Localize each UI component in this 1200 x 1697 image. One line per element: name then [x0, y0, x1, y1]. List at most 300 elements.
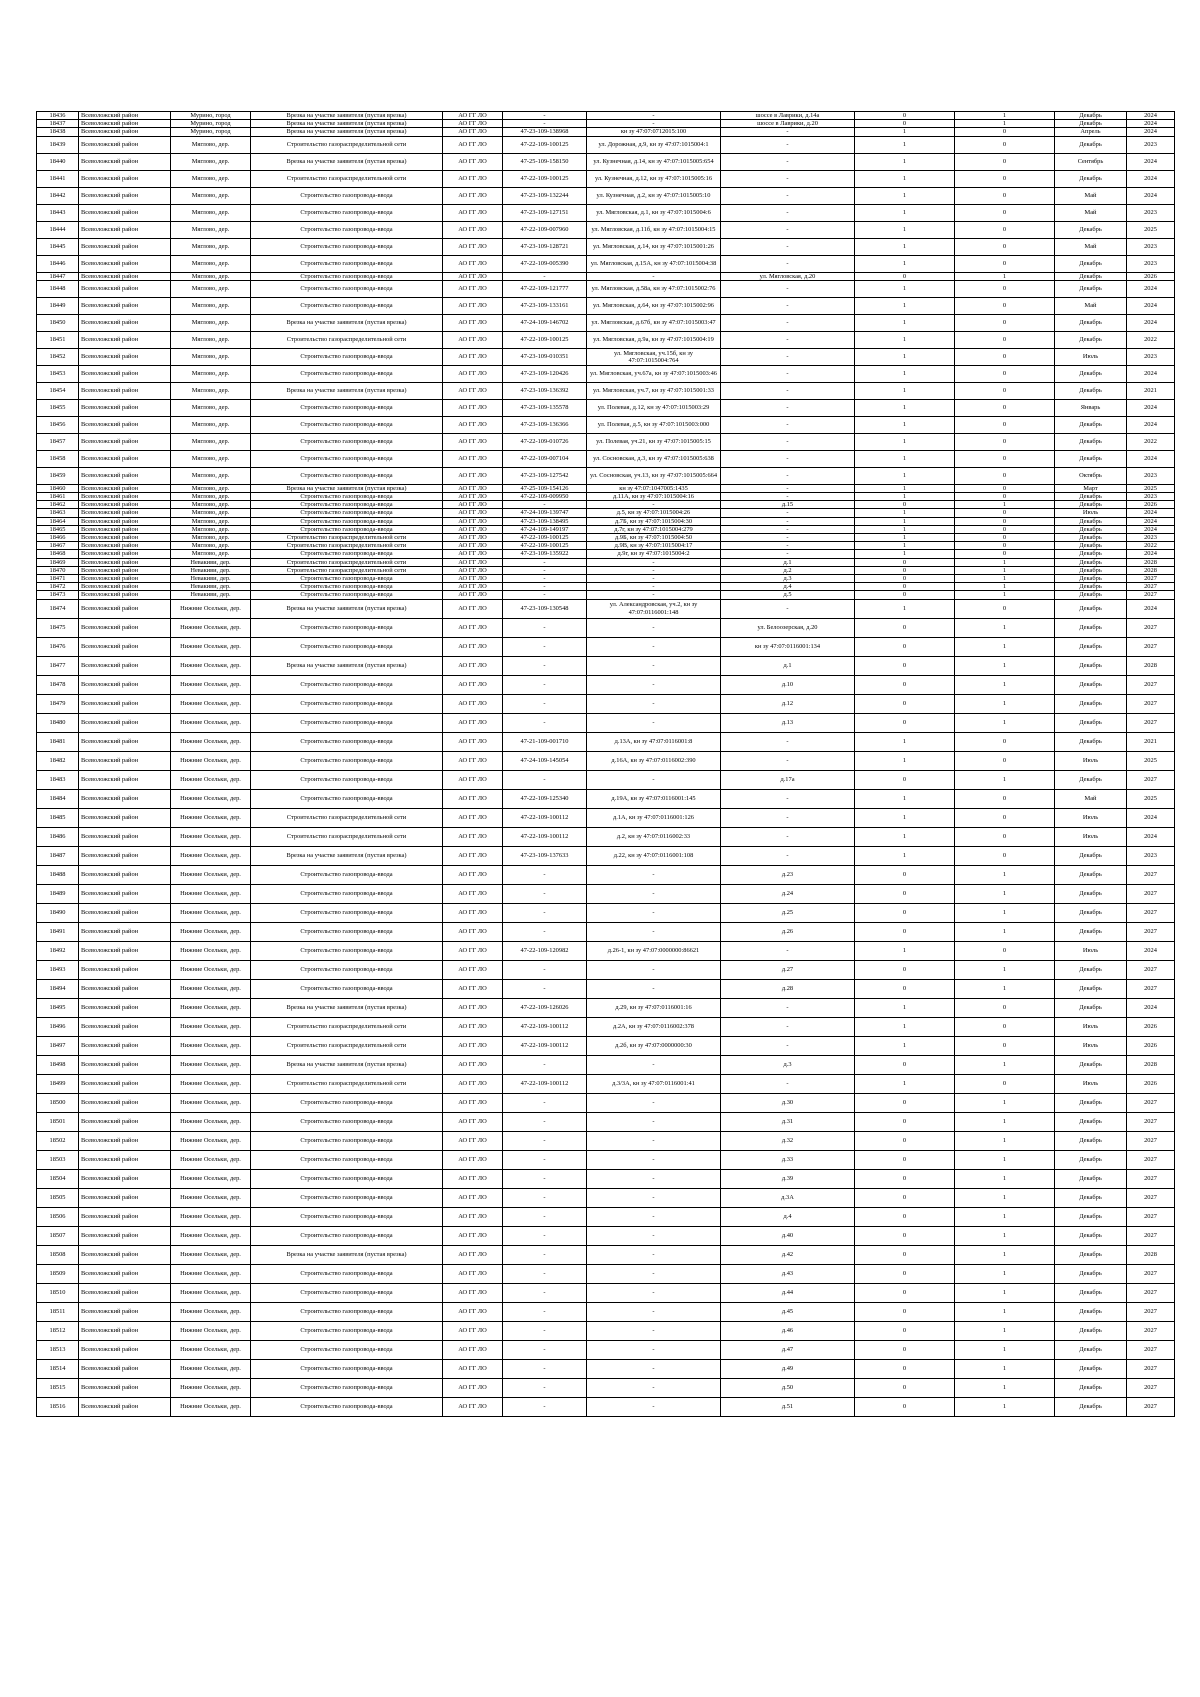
- settlement-cell: Мяглово, дер.: [171, 153, 251, 170]
- year-cell: 2027: [1127, 922, 1175, 941]
- contract-number-cell: -: [503, 1264, 587, 1283]
- district-cell: Всеволожский район: [79, 416, 171, 433]
- settlement-cell: Нижние Осельки, дер.: [171, 618, 251, 637]
- contract-number-cell: 47-24-109-146702: [503, 314, 587, 331]
- district-cell: Всеволожский район: [79, 493, 171, 501]
- organization-cell: АО ГГ ЛО: [443, 694, 503, 713]
- district-cell: Всеволожский район: [79, 941, 171, 960]
- organization-cell: АО ГГ ЛО: [443, 922, 503, 941]
- flag-a-cell: 1: [855, 789, 955, 808]
- settlement-cell: Мяглово, дер.: [171, 450, 251, 467]
- year-cell: 2027: [1127, 575, 1175, 583]
- district-cell: Всеволожский район: [79, 1188, 171, 1207]
- address-cell: -: [721, 542, 855, 550]
- district-cell: Всеволожский район: [79, 591, 171, 599]
- contract-number-cell: 47-22-109-100112: [503, 827, 587, 846]
- flag-a-cell: 1: [855, 525, 955, 533]
- year-cell: 2027: [1127, 1321, 1175, 1340]
- cadastral-address-cell: д.3/3А, кн зу 47:07:0116001:41: [587, 1074, 721, 1093]
- year-cell: 2027: [1127, 1093, 1175, 1112]
- flag-a-cell: 1: [855, 221, 955, 238]
- year-cell: 2027: [1127, 1397, 1175, 1416]
- settlement-cell: Мяглово, дер.: [171, 365, 251, 382]
- contract-number-cell: -: [503, 1378, 587, 1397]
- district-cell: Всеволожский район: [79, 484, 171, 492]
- work-type-cell: Строительство газопровода-ввода: [251, 1264, 443, 1283]
- flag-a-cell: 0: [855, 1359, 955, 1378]
- settlement-cell: Мяглово, дер.: [171, 187, 251, 204]
- flag-a-cell: 1: [855, 1074, 955, 1093]
- settlement-cell: Мяглово, дер.: [171, 542, 251, 550]
- year-cell: 2024: [1127, 827, 1175, 846]
- flag-b-cell: 1: [955, 922, 1055, 941]
- address-cell: д.30: [721, 1093, 855, 1112]
- month-cell: Декабрь: [1055, 255, 1127, 272]
- organization-cell: АО ГГ ЛО: [443, 1283, 503, 1302]
- flag-a-cell: 0: [855, 618, 955, 637]
- contract-number-cell: 47-22-109-005390: [503, 255, 587, 272]
- work-type-cell: Строительство газопровода-ввода: [251, 1226, 443, 1245]
- flag-b-cell: 1: [955, 583, 1055, 591]
- cadastral-address-cell: кн зу 47:07:0712015:100: [587, 128, 721, 136]
- organization-cell: АО ГГ ЛО: [443, 1112, 503, 1131]
- flag-a-cell: 1: [855, 416, 955, 433]
- organization-cell: АО ГГ ЛО: [443, 120, 503, 128]
- work-type-cell: Строительство газопровода-ввода: [251, 960, 443, 979]
- contract-number-cell: 47-25-109-154126: [503, 484, 587, 492]
- work-type-cell: Строительство газопровода-ввода: [251, 272, 443, 280]
- table-row: [37, 903, 1175, 922]
- settlement-cell: Нижние Осельки, дер.: [171, 1359, 251, 1378]
- organization-cell: АО ГГ ЛО: [443, 1017, 503, 1036]
- year-cell: 2024: [1127, 170, 1175, 187]
- table-row: [37, 314, 1175, 331]
- settlement-cell: Мяглово, дер.: [171, 416, 251, 433]
- year-cell: 2023: [1127, 136, 1175, 153]
- flag-b-cell: 1: [955, 1359, 1055, 1378]
- contract-number-cell: -: [503, 884, 587, 903]
- year-cell: 2026: [1127, 1017, 1175, 1036]
- month-cell: Май: [1055, 297, 1127, 314]
- table-row: [37, 583, 1175, 591]
- organization-cell: АО ГГ ЛО: [443, 732, 503, 751]
- cadastral-address-cell: -: [587, 1226, 721, 1245]
- table-row: [37, 1093, 1175, 1112]
- work-type-cell: Врезка на участке заявителя (пустая врезка): [251, 1245, 443, 1264]
- organization-cell: АО ГГ ЛО: [443, 1359, 503, 1378]
- settlement-cell: Мяглово, дер.: [171, 136, 251, 153]
- flag-b-cell: 0: [955, 153, 1055, 170]
- flag-a-cell: 1: [855, 314, 955, 331]
- organization-cell: АО ГГ ЛО: [443, 1055, 503, 1074]
- district-cell: Всеволожский район: [79, 501, 171, 509]
- row-number-cell: 18493: [37, 960, 79, 979]
- settlement-cell: Нижние Осельки, дер.: [171, 865, 251, 884]
- cadastral-address-cell: -: [587, 694, 721, 713]
- cadastral-address-cell: -: [587, 501, 721, 509]
- organization-cell: АО ГГ ЛО: [443, 416, 503, 433]
- address-cell: -: [721, 789, 855, 808]
- month-cell: Декабрь: [1055, 280, 1127, 297]
- month-cell: Декабрь: [1055, 558, 1127, 566]
- cadastral-address-cell: -: [587, 120, 721, 128]
- month-cell: Декабрь: [1055, 656, 1127, 675]
- work-type-cell: Строительство газопровода-ввода: [251, 751, 443, 770]
- year-cell: 2027: [1127, 1340, 1175, 1359]
- work-type-cell: Строительство газопровода-ввода: [251, 591, 443, 599]
- month-cell: Июль: [1055, 941, 1127, 960]
- address-cell: -: [721, 416, 855, 433]
- month-cell: Декабрь: [1055, 1169, 1127, 1188]
- organization-cell: АО ГГ ЛО: [443, 297, 503, 314]
- row-number-cell: 18449: [37, 297, 79, 314]
- contract-number-cell: -: [503, 656, 587, 675]
- cadastral-address-cell: д.2б, кн зу 47:07:0000000:30: [587, 1036, 721, 1055]
- organization-cell: АО ГГ ЛО: [443, 960, 503, 979]
- settlement-cell: Мяглово, дер.: [171, 399, 251, 416]
- address-cell: -: [721, 998, 855, 1017]
- settlement-cell: Нижние Осельки, дер.: [171, 1036, 251, 1055]
- district-cell: Всеволожский район: [79, 170, 171, 187]
- flag-b-cell: 0: [955, 525, 1055, 533]
- contract-number-cell: 47-23-109-127151: [503, 204, 587, 221]
- organization-cell: АО ГГ ЛО: [443, 1321, 503, 1340]
- flag-a-cell: 0: [855, 112, 955, 120]
- cadastral-address-cell: -: [587, 922, 721, 941]
- district-cell: Всеволожский район: [79, 238, 171, 255]
- address-cell: -: [721, 1074, 855, 1093]
- month-cell: Декабрь: [1055, 1378, 1127, 1397]
- work-type-cell: Строительство газопровода-ввода: [251, 204, 443, 221]
- table-row: [37, 865, 1175, 884]
- cadastral-address-cell: -: [587, 112, 721, 120]
- organization-cell: АО ГГ ЛО: [443, 399, 503, 416]
- month-cell: Декабрь: [1055, 884, 1127, 903]
- table-row: [37, 297, 1175, 314]
- flag-b-cell: 0: [955, 170, 1055, 187]
- row-number-cell: 18450: [37, 314, 79, 331]
- district-cell: Всеволожский район: [79, 732, 171, 751]
- year-cell: 2026: [1127, 1036, 1175, 1055]
- month-cell: Декабрь: [1055, 998, 1127, 1017]
- flag-a-cell: 1: [855, 170, 955, 187]
- contract-number-cell: -: [503, 1207, 587, 1226]
- flag-a-cell: 0: [855, 1245, 955, 1264]
- address-cell: -: [721, 314, 855, 331]
- organization-cell: АО ГГ ЛО: [443, 1226, 503, 1245]
- flag-b-cell: 0: [955, 1036, 1055, 1055]
- contract-number-cell: -: [503, 1150, 587, 1169]
- flag-b-cell: 1: [955, 770, 1055, 789]
- settlement-cell: Нижние Осельки, дер.: [171, 1112, 251, 1131]
- district-cell: Всеволожский район: [79, 542, 171, 550]
- address-cell: -: [721, 827, 855, 846]
- contract-number-cell: 47-23-109-010351: [503, 348, 587, 365]
- flag-b-cell: 1: [955, 1093, 1055, 1112]
- district-cell: Всеволожский район: [79, 903, 171, 922]
- row-number-cell: 18503: [37, 1150, 79, 1169]
- table-row: [37, 591, 1175, 599]
- work-type-cell: Строительство газопровода-ввода: [251, 713, 443, 732]
- month-cell: Декабрь: [1055, 1321, 1127, 1340]
- flag-b-cell: 0: [955, 450, 1055, 467]
- table-row: [37, 1017, 1175, 1036]
- work-type-cell: Строительство газопровода-ввода: [251, 525, 443, 533]
- flag-a-cell: 1: [855, 297, 955, 314]
- flag-b-cell: 1: [955, 1055, 1055, 1074]
- year-cell: 2023: [1127, 255, 1175, 272]
- table-row: [37, 808, 1175, 827]
- work-type-cell: Врезка на участке заявителя (пустая врезка): [251, 382, 443, 399]
- address-cell: д.2: [721, 566, 855, 574]
- year-cell: 2027: [1127, 694, 1175, 713]
- address-cell: -: [721, 255, 855, 272]
- flag-b-cell: 0: [955, 128, 1055, 136]
- table-row: [37, 675, 1175, 694]
- work-type-cell: Строительство газопровода-ввода: [251, 922, 443, 941]
- district-cell: Всеволожский район: [79, 789, 171, 808]
- contract-number-cell: -: [503, 583, 587, 591]
- row-number-cell: 18511: [37, 1302, 79, 1321]
- settlement-cell: Мяглово, дер.: [171, 525, 251, 533]
- work-type-cell: Строительство газопровода-ввода: [251, 1283, 443, 1302]
- table-row: [37, 618, 1175, 637]
- table-row: [37, 517, 1175, 525]
- row-number-cell: 18508: [37, 1245, 79, 1264]
- month-cell: Декабрь: [1055, 1226, 1127, 1245]
- work-type-cell: Врезка на участке заявителя (пустая врезка): [251, 153, 443, 170]
- settlement-cell: Невакиви, дер.: [171, 583, 251, 591]
- cadastral-address-cell: -: [587, 713, 721, 732]
- flag-a-cell: 0: [855, 1207, 955, 1226]
- organization-cell: АО ГГ ЛО: [443, 509, 503, 517]
- table-row: [37, 1036, 1175, 1055]
- row-number-cell: 18501: [37, 1112, 79, 1131]
- address-cell: -: [721, 484, 855, 492]
- year-cell: 2027: [1127, 770, 1175, 789]
- year-cell: 2026: [1127, 501, 1175, 509]
- organization-cell: АО ГГ ЛО: [443, 314, 503, 331]
- row-number-cell: 18463: [37, 509, 79, 517]
- organization-cell: АО ГГ ЛО: [443, 1150, 503, 1169]
- row-number-cell: 18452: [37, 348, 79, 365]
- work-type-cell: Строительство газопровода-ввода: [251, 1378, 443, 1397]
- table-row: [37, 484, 1175, 492]
- settlement-cell: Нижние Осельки, дер.: [171, 1283, 251, 1302]
- settlement-cell: Нижние Осельки, дер.: [171, 827, 251, 846]
- row-number-cell: 18460: [37, 484, 79, 492]
- flag-a-cell: 1: [855, 941, 955, 960]
- row-number-cell: 18437: [37, 120, 79, 128]
- month-cell: Июль: [1055, 827, 1127, 846]
- table-row: [37, 1378, 1175, 1397]
- cadastral-address-cell: д.5, кн зу 47:07:1015004:26: [587, 509, 721, 517]
- year-cell: 2023: [1127, 348, 1175, 365]
- flag-a-cell: 1: [855, 128, 955, 136]
- row-number-cell: 18499: [37, 1074, 79, 1093]
- table-row: [37, 1340, 1175, 1359]
- district-cell: Всеволожский район: [79, 1321, 171, 1340]
- work-type-cell: Строительство газопровода-ввода: [251, 1169, 443, 1188]
- table-row: [37, 922, 1175, 941]
- year-cell: 2023: [1127, 534, 1175, 542]
- flag-b-cell: 0: [955, 221, 1055, 238]
- cadastral-address-cell: -: [587, 1131, 721, 1150]
- table-row: [37, 348, 1175, 365]
- row-number-cell: 18513: [37, 1340, 79, 1359]
- table-row: [37, 1397, 1175, 1416]
- month-cell: Декабрь: [1055, 136, 1127, 153]
- flag-b-cell: 0: [955, 1017, 1055, 1036]
- address-cell: д.3: [721, 1055, 855, 1074]
- row-number-cell: 18459: [37, 467, 79, 484]
- work-type-cell: Врезка на участке заявителя (пустая врезка): [251, 112, 443, 120]
- year-cell: 2027: [1127, 1112, 1175, 1131]
- organization-cell: АО ГГ ЛО: [443, 770, 503, 789]
- district-cell: Всеволожский район: [79, 153, 171, 170]
- table-row: [37, 575, 1175, 583]
- flag-b-cell: 0: [955, 416, 1055, 433]
- organization-cell: АО ГГ ЛО: [443, 618, 503, 637]
- address-cell: -: [721, 170, 855, 187]
- month-cell: Январь: [1055, 399, 1127, 416]
- address-cell: -: [721, 941, 855, 960]
- address-cell: д.25: [721, 903, 855, 922]
- cadastral-address-cell: д.9г, кн зу 47:07:1015004:2: [587, 550, 721, 558]
- row-number-cell: 18495: [37, 998, 79, 1017]
- table-row: [37, 525, 1175, 533]
- row-number-cell: 18505: [37, 1188, 79, 1207]
- table-row: [37, 170, 1175, 187]
- organization-cell: АО ГГ ЛО: [443, 827, 503, 846]
- flag-a-cell: 1: [855, 348, 955, 365]
- year-cell: 2021: [1127, 732, 1175, 751]
- district-cell: Всеволожский район: [79, 1397, 171, 1416]
- table-row: [37, 713, 1175, 732]
- district-cell: Всеволожский район: [79, 365, 171, 382]
- contract-number-cell: 47-23-109-137633: [503, 846, 587, 865]
- year-cell: 2028: [1127, 566, 1175, 574]
- contract-number-cell: -: [503, 1283, 587, 1302]
- month-cell: Декабрь: [1055, 1093, 1127, 1112]
- district-cell: Всеволожский район: [79, 1226, 171, 1245]
- month-cell: Декабрь: [1055, 1207, 1127, 1226]
- year-cell: 2025: [1127, 221, 1175, 238]
- settlement-cell: Нижние Осельки, дер.: [171, 656, 251, 675]
- district-cell: Всеволожский район: [79, 884, 171, 903]
- organization-cell: АО ГГ ЛО: [443, 331, 503, 348]
- row-number-cell: 18446: [37, 255, 79, 272]
- cadastral-address-cell: -: [587, 1150, 721, 1169]
- address-cell: д.5: [721, 591, 855, 599]
- cadastral-address-cell: -: [587, 591, 721, 599]
- cadastral-address-cell: -: [587, 1359, 721, 1378]
- row-number-cell: 18461: [37, 493, 79, 501]
- year-cell: 2027: [1127, 1264, 1175, 1283]
- organization-cell: АО ГГ ЛО: [443, 187, 503, 204]
- settlement-cell: Мяглово, дер.: [171, 509, 251, 517]
- work-type-cell: Строительство газопровода-ввода: [251, 979, 443, 998]
- settlement-cell: Нижние Осельки, дер.: [171, 1188, 251, 1207]
- contract-number-cell: -: [503, 1226, 587, 1245]
- year-cell: 2024: [1127, 112, 1175, 120]
- year-cell: 2024: [1127, 517, 1175, 525]
- row-number-cell: 18504: [37, 1169, 79, 1188]
- work-type-cell: Строительство газораспределительной сети: [251, 827, 443, 846]
- work-type-cell: Строительство газопровода-ввода: [251, 1340, 443, 1359]
- table-row: [37, 153, 1175, 170]
- district-cell: Всеволожский район: [79, 1036, 171, 1055]
- cadastral-address-cell: ул. Мягловская, д.9а, кн зу 47:07:1015004:19: [587, 331, 721, 348]
- flag-b-cell: 1: [955, 1340, 1055, 1359]
- cadastral-address-cell: д.7г, кн зу 47:07:1015004:279: [587, 525, 721, 533]
- row-number-cell: 18470: [37, 566, 79, 574]
- settlement-cell: Нижние Осельки, дер.: [171, 884, 251, 903]
- table-row: [37, 450, 1175, 467]
- table-row: [37, 637, 1175, 656]
- contract-number-cell: -: [503, 1131, 587, 1150]
- table-row: [37, 566, 1175, 574]
- year-cell: 2026: [1127, 272, 1175, 280]
- table-row: [37, 433, 1175, 450]
- table-row: [37, 112, 1175, 120]
- contract-number-cell: 47-22-109-100125: [503, 534, 587, 542]
- row-number-cell: 18509: [37, 1264, 79, 1283]
- flag-a-cell: 0: [855, 1093, 955, 1112]
- work-type-cell: Строительство газопровода-ввода: [251, 789, 443, 808]
- organization-cell: АО ГГ ЛО: [443, 1207, 503, 1226]
- flag-b-cell: 1: [955, 558, 1055, 566]
- flag-a-cell: 1: [855, 542, 955, 550]
- contract-number-cell: -: [503, 979, 587, 998]
- month-cell: Март: [1055, 484, 1127, 492]
- organization-cell: АО ГГ ЛО: [443, 1169, 503, 1188]
- flag-b-cell: 1: [955, 618, 1055, 637]
- settlement-cell: Мяглово, дер.: [171, 297, 251, 314]
- address-cell: -: [721, 509, 855, 517]
- flag-a-cell: 0: [855, 1397, 955, 1416]
- district-cell: Всеволожский район: [79, 808, 171, 827]
- row-number-cell: 18490: [37, 903, 79, 922]
- address-cell: -: [721, 732, 855, 751]
- work-type-cell: Строительство газопровода-ввода: [251, 694, 443, 713]
- month-cell: Декабрь: [1055, 960, 1127, 979]
- month-cell: Декабрь: [1055, 550, 1127, 558]
- organization-cell: АО ГГ ЛО: [443, 808, 503, 827]
- cadastral-address-cell: -: [587, 1188, 721, 1207]
- row-number-cell: 18442: [37, 187, 79, 204]
- work-type-cell: Строительство газопровода-ввода: [251, 493, 443, 501]
- month-cell: Декабрь: [1055, 112, 1127, 120]
- district-cell: Всеволожский район: [79, 713, 171, 732]
- flag-a-cell: 0: [855, 675, 955, 694]
- flag-b-cell: 0: [955, 331, 1055, 348]
- month-cell: Май: [1055, 789, 1127, 808]
- row-number-cell: 18454: [37, 382, 79, 399]
- flag-b-cell: 1: [955, 1245, 1055, 1264]
- row-number-cell: 18497: [37, 1036, 79, 1055]
- contract-number-cell: -: [503, 1188, 587, 1207]
- month-cell: Май: [1055, 187, 1127, 204]
- month-cell: Декабрь: [1055, 416, 1127, 433]
- district-cell: Всеволожский район: [79, 979, 171, 998]
- month-cell: Апрель: [1055, 128, 1127, 136]
- month-cell: Декабрь: [1055, 1264, 1127, 1283]
- cadastral-address-cell: -: [587, 884, 721, 903]
- cadastral-address-cell: ул. Мягловская, уч.15б, кн зу 47:07:1015004:764: [587, 348, 721, 365]
- settlement-cell: Нижние Осельки, дер.: [171, 998, 251, 1017]
- flag-a-cell: 0: [855, 1112, 955, 1131]
